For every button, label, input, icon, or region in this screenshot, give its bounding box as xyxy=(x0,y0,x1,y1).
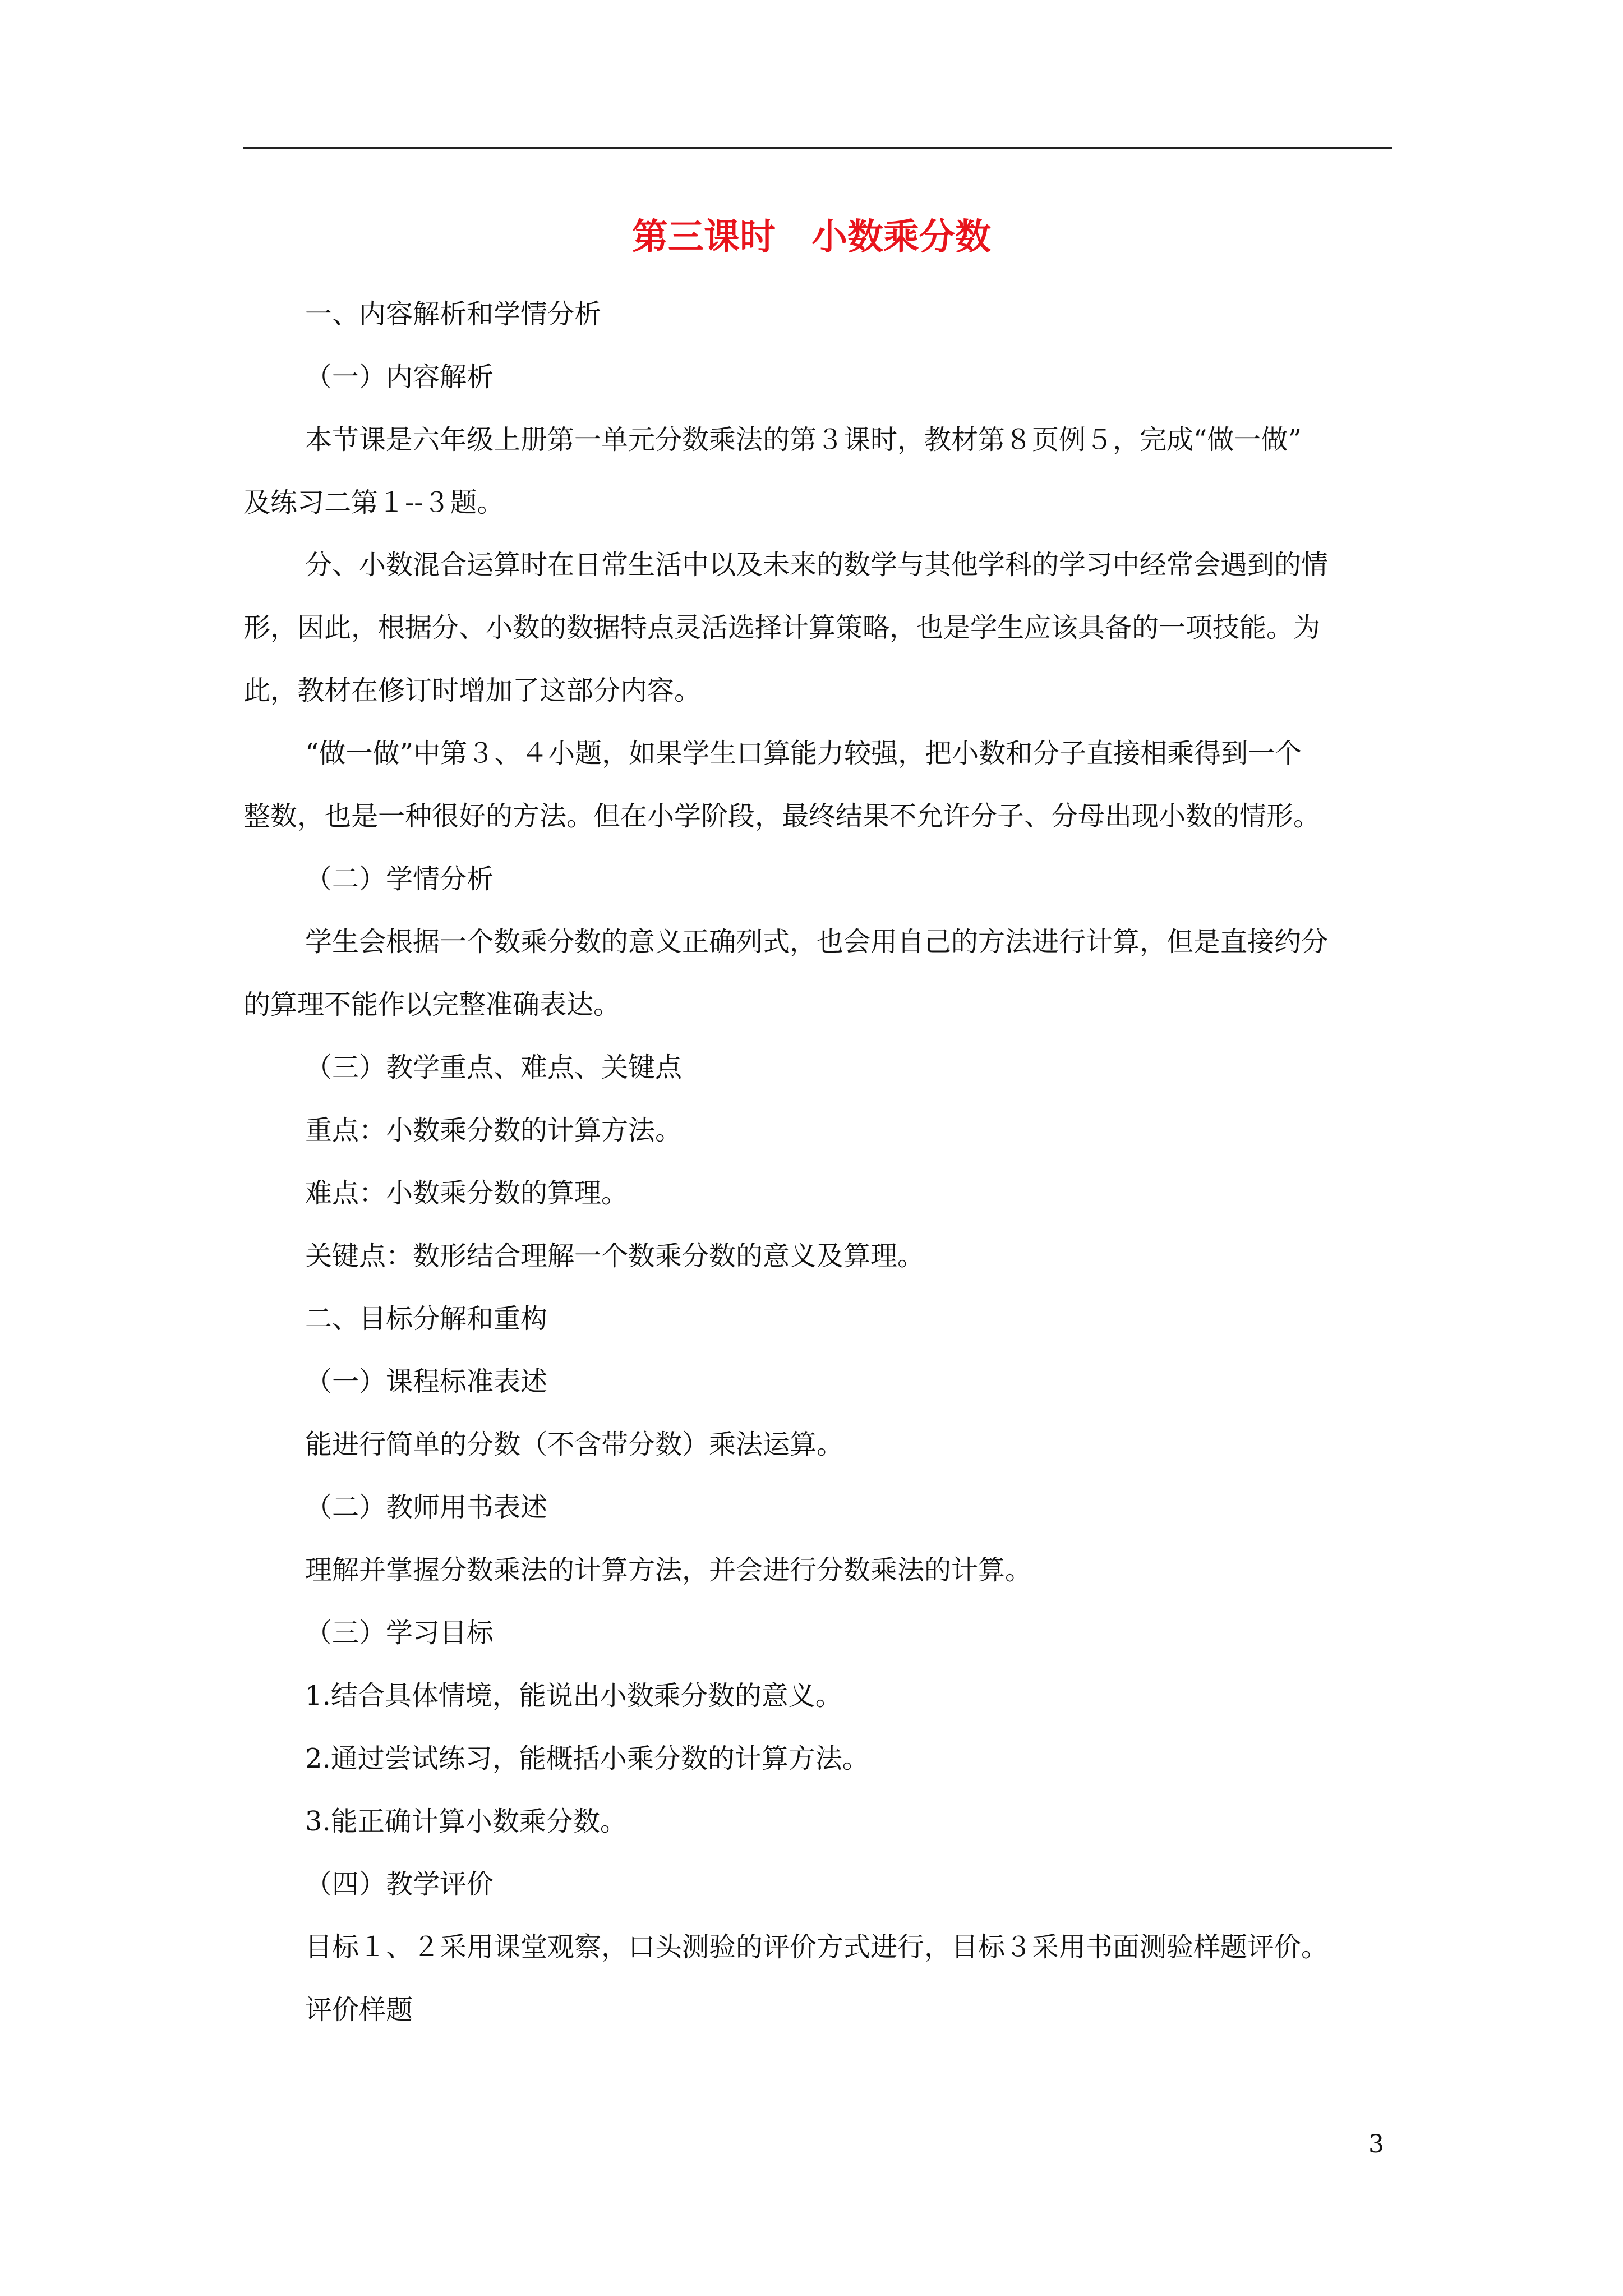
paragraph-line: 及练习二第１--３题。 xyxy=(243,487,504,518)
paragraph-line: 整数，也是一种很好的方法。但在小学阶段，最终结果不允许分子、分母出现小数的情形。 xyxy=(243,800,1321,832)
section-heading-1: 一、内容解析和学情分析 xyxy=(305,298,602,330)
paragraph-line: 形，因此，根据分、小数的数据特点灵活选择计算策略，也是学生应该具备的一项技能。为 xyxy=(243,612,1321,643)
paragraph-line: “做一做”中第３、４小题，如果学生口算能力较强，把小数和分子直接相乘得到一个 xyxy=(305,738,1302,769)
paragraph-line: 能进行简单的分数（不含带分数）乘法运算。 xyxy=(305,1429,844,1460)
subheading-learning-goals: （三）学习目标 xyxy=(305,1617,494,1649)
key-point-line: 难点：小数乘分数的算理。 xyxy=(305,1177,629,1209)
subheading-curriculum: （一）课程标准表述 xyxy=(305,1366,548,1397)
subheading-content-analysis: （一）内容解析 xyxy=(305,361,494,393)
paragraph-line: 此，教材在修订时增加了这部分内容。 xyxy=(243,675,702,706)
key-point-line: 重点：小数乘分数的计算方法。 xyxy=(305,1115,683,1146)
key-point-line: 关键点：数形结合理解一个数乘分数的意义及算理。 xyxy=(305,1240,925,1272)
paragraph-line: 本节课是六年级上册第一单元分数乘法的第３课时，教材第８页例５，完成“做一做” xyxy=(305,424,1302,455)
page-title: 第三课时 小数乘分数 xyxy=(632,217,991,258)
section-heading-2: 二、目标分解和重构 xyxy=(305,1303,548,1335)
paragraph-line: 学生会根据一个数乘分数的意义正确列式，也会用自己的方法进行计算，但是直接约分 xyxy=(305,926,1329,958)
paragraph-line: 的算理不能作以完整准确表达。 xyxy=(243,989,621,1020)
subheading-key-points: （三）教学重点、难点、关键点 xyxy=(305,1052,683,1083)
paragraph-line: 分、小数混合运算时在日常生活中以及未来的数学与其他学科的学习中经常会遇到的情 xyxy=(305,549,1329,581)
goal-item: 3.能正确计算小数乘分数。 xyxy=(305,1806,627,1837)
subheading-evaluation: （四）教学评价 xyxy=(305,1869,494,1900)
page-number: 3 xyxy=(1368,2130,1384,2159)
goal-item: 2.通过尝试练习，能概括小乘分数的计算方法。 xyxy=(305,1743,869,1774)
header-rule xyxy=(243,147,1392,149)
subheading-learning-analysis: （二）学情分析 xyxy=(305,863,494,895)
paragraph-line: 理解并掌握分数乘法的计算方法，并会进行分数乘法的计算。 xyxy=(305,1554,1032,1586)
paragraph-line: 目标１、２采用课堂观察，口头测验的评价方式进行，目标３采用书面测验样题评价。 xyxy=(305,1931,1329,1963)
goal-item: 1.结合具体情境，能说出小数乘分数的意义。 xyxy=(305,1680,842,1711)
subheading-teacher-book: （二）教师用书表述 xyxy=(305,1492,548,1523)
paragraph-line: 评价样题 xyxy=(305,1994,413,2026)
